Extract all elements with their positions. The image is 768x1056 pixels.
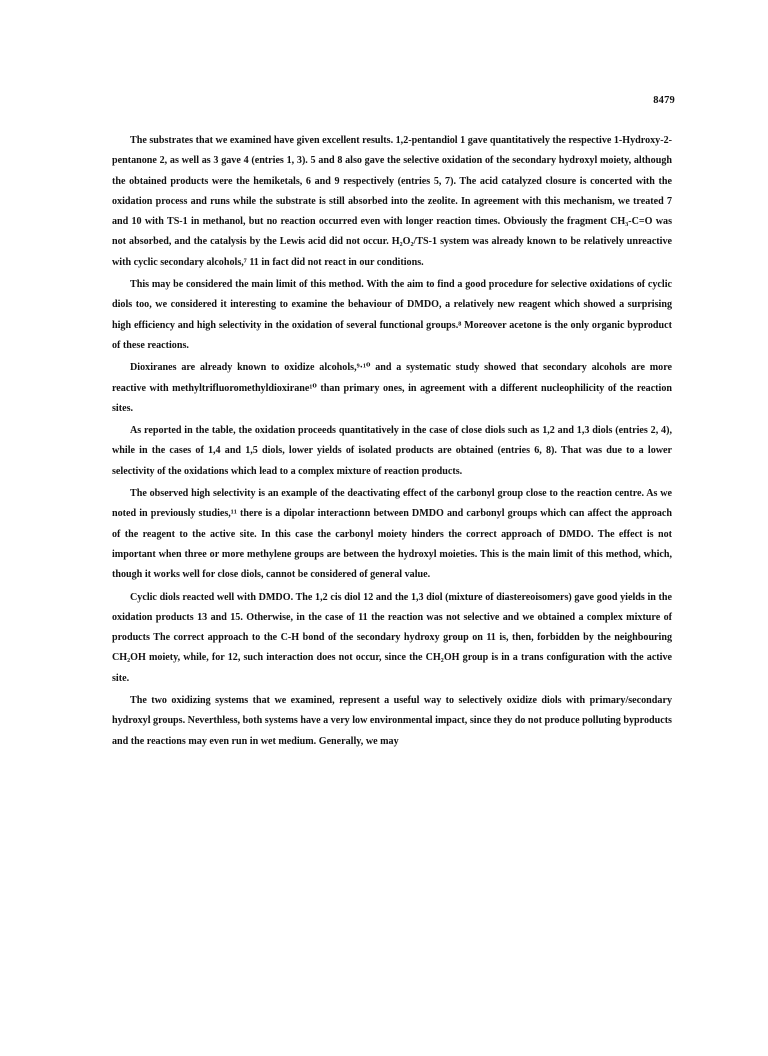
paragraph-2: This may be considered the main limit of this method. With the aim to find a good procedure for selective oxidations of cyclic diols too, we considered it interesting to examine the behaviour of DMDO, a relatively new reagent which showed a surprising high efficiency and high selectivity in the oxidation of several functional groups.⁸ Moreover acetone is the only organic byproduct of these reactions. — [112, 279, 672, 351]
paragraph-5: The observed high selectivity is an example of the deactivating effect of the carbonyl group close to the reaction centre. As we noted in previously studies,¹¹ there is a dipolar interactionn between DMDO and carbonyl groups which can affect the approach of the reagent to the active site. In this case the carbonyl moiety hinders the correct approach of DMDO. The effect is not important when three or more methylene groups are between the hydroxyl moieties. This is the main limit of this method, which, though it works well for close diols, cannot be considered of general value. — [112, 488, 672, 581]
paragraph-4: As reported in the table, the oxidation proceeds quantitatively in the case of close diols such as 1,2 and 1,3 diols (entries 2, 4), while in the cases of 1,4 and 1,5 diols, lower yields of isolated products are obtained (entries 6, 8). That was due to a lower selectivity of the oxidations which lead to a complex mixture of reaction products. — [112, 425, 672, 477]
paragraph-1: The substrates that we examined have given excellent results. 1,2-pentandiol 1 gave quantitatively the respective 1-Hydroxy-2-pentanone 2, as well as 3 gave 4 (entries 1, 3). 5 and 8 also gave the selective oxidation of the secondary hydroxyl moiety, although the obtained products were the hemiketals, 6 and 9 respectively (entries 5, 7). The acid catalyzed closure is concerted with the oxidation process and runs while the substrate is still absorbed into the zeolite. In agreement with this mechanism, we treated 7 and 10 with TS-1 in methanol, but no reaction occurred even with longer reaction times. Obviously the fragment CH₃-C=O was not absorbed, and the catalysis by the Lewis acid did not occur. H₂O₂/TS-1 system was already known to be relatively unreactive with cyclic secondary alcohols,⁷ 11 in fact did not react in our conditions. — [112, 135, 672, 268]
body-text — [112, 131, 672, 754]
paragraph-3: Dioxiranes are already known to oxidize alcohols,⁹·¹⁰ and a systematic study showed that secondary alcohols are more reactive with methyltrifluoromethyldioxirane¹⁰ than primary ones, in agreement with a different nucleophilicity of the reaction sites. — [112, 362, 672, 414]
paragraph-6: Cyclic diols reacted well with DMDO. The 1,2 cis diol 12 and the 1,3 diol (mixture of diastereoisomers) gave good yields in the oxidation products 13 and 15. Otherwise, in the case of 11 the reaction was not selective and we obtained a complex mixture of products The correct approach to the C-H bond of the secondary hydroxy group on 11 is, then, forbidden by the neighbouring CH₂OH moiety, while, for 12, such interaction does not occur, since the CH₂OH group is in a trans configuration with the active site. — [112, 591, 672, 684]
paragraph-7: The two oxidizing systems that we examined, represent a useful way to selectively oxidize diols with primary/secondary hydroxyl groups. Neverthless, both systems have a very low environmental impact, since they do not produce polluting byproducts and the reactions may even run in wet medium. Generally, we may — [112, 695, 672, 747]
page-number: 8479 — [653, 95, 675, 106]
